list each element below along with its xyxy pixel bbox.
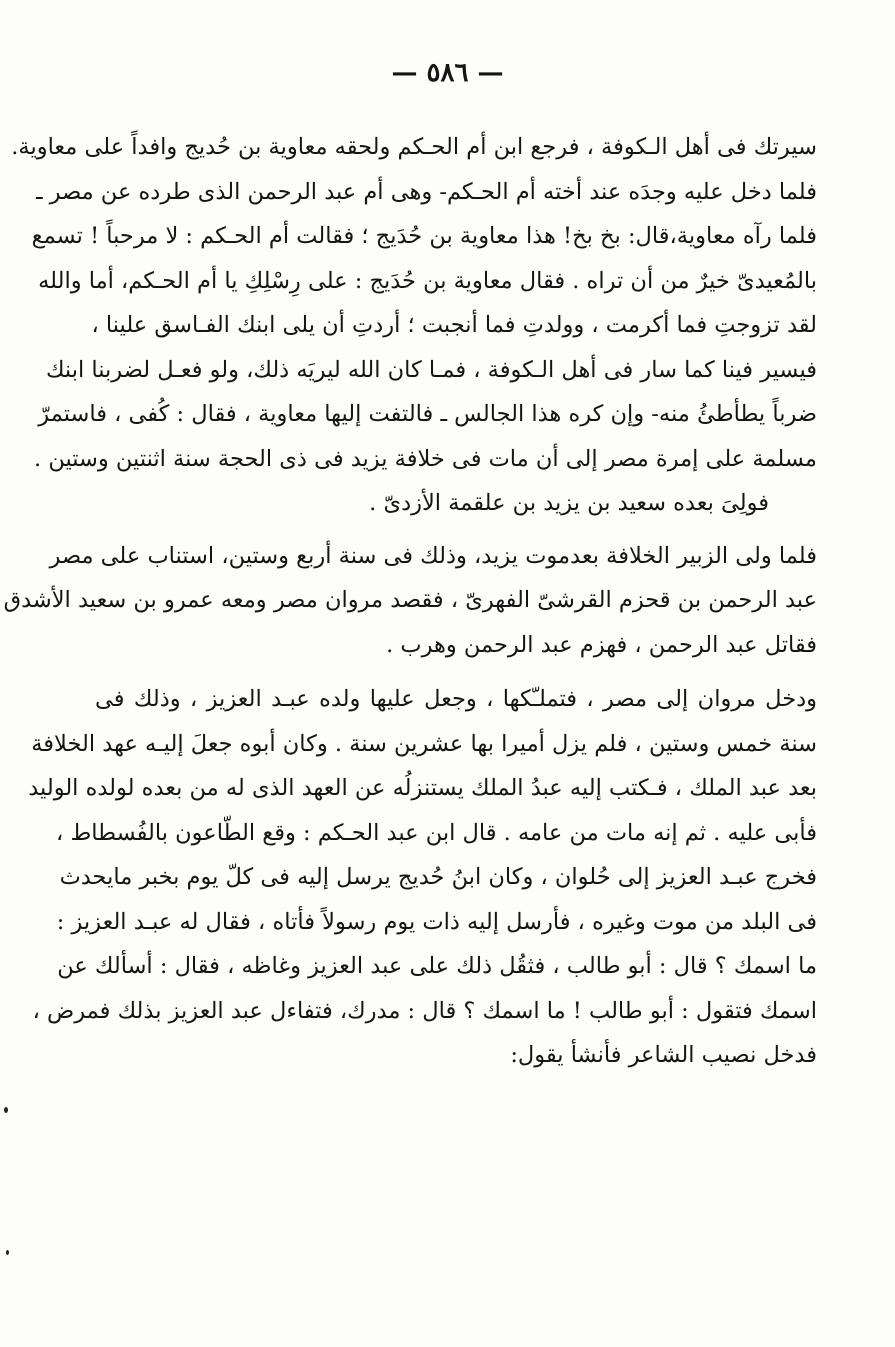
paragraph-gap [95,526,817,534]
text-line: فقاتل عبد الرحمن ، فهزم عبد الرحمن وهرب . [386,631,817,658]
text-line: ضرباً يطأطئُ منه- وإن كره هذا الجالس ـ فالتفت إليها معاوية ، فقال : كُفى ، فاستمرّ [38,401,817,427]
text-line: سيرتك فى أهل الـكوفة ، فرجع ابن أم الحـكم ولحقه معاوية بن حُديج وافداً على معاوية. [11,134,817,160]
text-line: لقد تزوجتِ فما أكرمت ، وولدتِ فما أنجبت ؛ أردتِ أن يلى ابنك الفـاسق علينا ، [91,312,817,338]
text-line: فلما ولى الزبير الخلافة بعدموت يزيد، وذلك فى سنة أربع وستين، استناب على مصر [49,542,817,569]
page-body [3,125,817,1078]
text-line: مسلمة على إمرة مصر إلى أن مات فى خلافة يزيد فى ذى الحجة سنة اثنتين وستين . [34,445,817,472]
text-line: فأبى عليه . ثم إنه مات من عامه . قال ابن عبد الحـكم : وقع الطّاعون بالفُسطاط ، [56,819,817,846]
text-line: فخرج عبـد العزيز إلى حُلوان ، وكان ابنُ حُديج يرسل إليه فى كلّ يوم بخبر مايحدث [59,864,817,890]
text-line: عبد الرحمن بن قحزم القرشىّ الفهرىّ ، فقصد مروان مصر ومعه عمرو بن سعيد الأشدق [3,587,817,613]
text-line: فلما رآه معاوية،قال: بخ بخ! هذا معاوية بن حُدَيج ؛ فقالت أم الحـكم : لا مرحباً ! تسمع [31,223,817,249]
text-line: بالمُعيدىّ خيرٌ من أن تراه . فقال معاوية بن حُدَيج : على رِسْلِكِ يا أم الحـكم، أما والله [38,267,817,294]
margin-speck [6,1250,9,1255]
text-line: سنة خمس وستين ، فلم يزل أميرا بها عشرين سنة . وكان أبوه جعلَ إليـه عهد الخلافة [31,730,817,757]
text-line: فى البلد من موت وغيره ، فأرسل إليه ذات يوم رسولاً فأتاه ، فقال له عبـد العزيز : [56,908,817,935]
text-line: فلما دخل عليه وجدَه عند أخته أم الحـكم- وهى أم عبد الرحمن الذى طرده عن مصر ـ [35,178,817,205]
text-line: ودخل مروان إلى مصر ، فتملـّكها ، وجعل عليها ولده عبـد العزيز ، وذلك فى [95,686,817,712]
text-line: فولِىَ بعده سعيد بن يزيد بن علقمة الأزدىّ . [369,490,769,516]
margin-speck [4,1107,8,1113]
page-number: — ٥٨٦ — [391,58,504,88]
text-line: بعد عبد الملك ، فـكتب إليه عبدُ الملك يستنزلُه عن العهد الذى له من بعده لولده الوليد [28,775,817,801]
text-line: اسمك فتقول : أبو طالب ! ما اسمك ؟ قال : مدرك، فتفاءل عبد العزيز بذلك فمرض ، [32,997,817,1024]
text-line: فدخل نصيب الشاعر فأنشأ يقول: [510,1042,817,1068]
text-line: فيسير فينا كما سار فى أهل الـكوفة ، فمـا كان الله ليريَه ذلك، ولو فعـل لضربنا ابنك [45,356,817,383]
text-line: ما اسمك ؟ قال : أبو طالب ، فثقُل ذلك على عبد العزيز وغاظه ، فقال : أسألك عن [57,953,817,979]
paragraph-gap [95,667,817,677]
